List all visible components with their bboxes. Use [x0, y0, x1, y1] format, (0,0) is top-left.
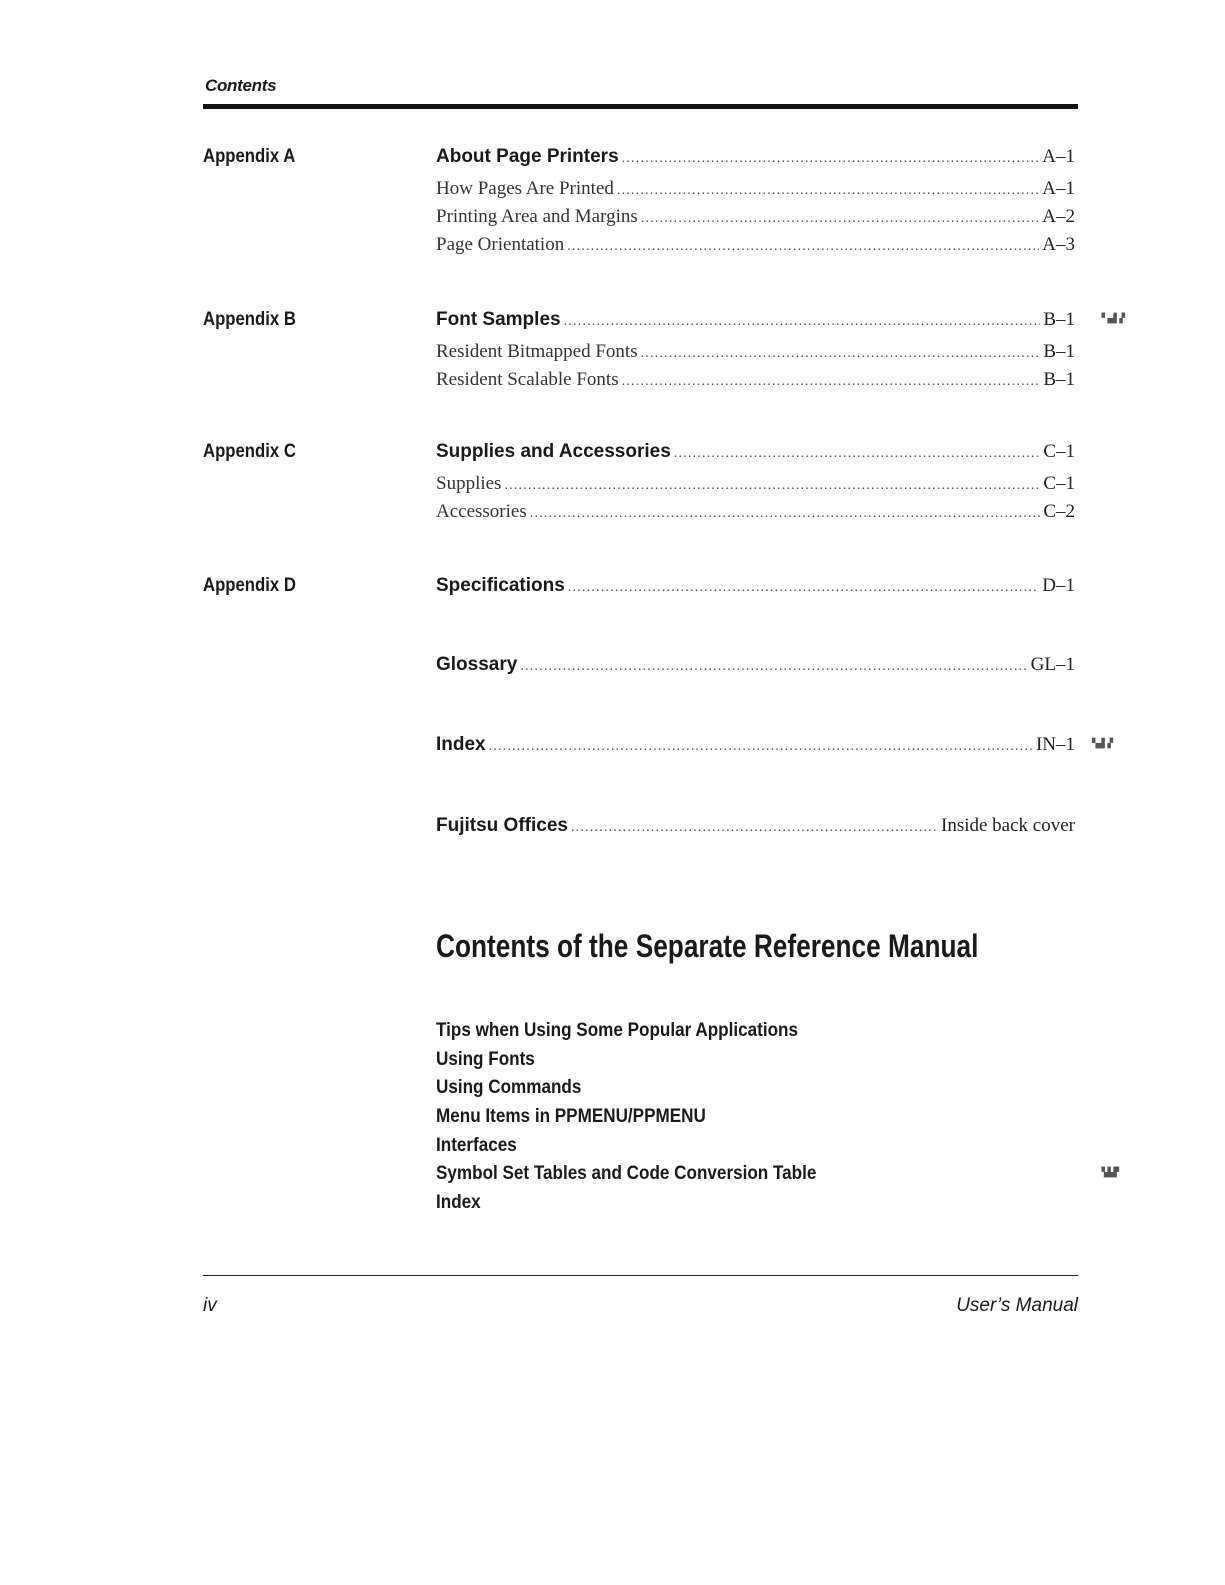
toc-entry-title: Printing Area and Margins — [436, 206, 638, 227]
toc-entry-title: Page Orientation — [436, 234, 565, 255]
dot-leader — [564, 314, 1041, 330]
dot-leader — [567, 239, 1039, 255]
toc-entry-page: B–1 — [1043, 341, 1075, 362]
footer-page-number: iv — [203, 1295, 217, 1316]
toc-entry-page: A–1 — [1042, 146, 1075, 167]
list-item: Using Fonts — [436, 1048, 535, 1070]
header-rule — [203, 104, 1078, 109]
list-item: Interfaces — [436, 1134, 517, 1156]
toc-entry-title: Index — [436, 734, 486, 755]
appendix-c-label: Appendix C — [203, 441, 296, 462]
toc-entry-font-samples[interactable] — [436, 309, 1075, 331]
dot-leader — [674, 446, 1041, 462]
appendix-b-label: Appendix B — [203, 309, 296, 330]
running-header: Contents — [205, 76, 277, 95]
toc-entry-title: Resident Scalable Fonts — [436, 369, 619, 390]
toc-entry-title: Resident Bitmapped Fonts — [436, 341, 638, 362]
toc-entry-index[interactable] — [436, 734, 1075, 756]
separate-manual-list — [436, 1017, 859, 1218]
toc-entry-page: B–1 — [1043, 369, 1075, 390]
toc-entry-resident-bitmapped-fonts[interactable] — [436, 341, 1075, 363]
toc-entry-how-pages-are-printed[interactable] — [436, 178, 1075, 200]
toc-entry-title: Font Samples — [436, 309, 561, 330]
toc-entry-title: How Pages Are Printed — [436, 178, 614, 199]
list-item: Tips when Using Some Popular Applications — [436, 1020, 799, 1041]
toc-entry-title: Supplies and Accessories — [436, 441, 671, 462]
scan-artifact: ▝▗▟▗▘ — [1098, 314, 1128, 324]
toc-entry-resident-scalable-fonts[interactable] — [436, 369, 1075, 391]
toc-entry-glossary[interactable] — [436, 654, 1075, 676]
toc-entry-supplies[interactable] — [436, 473, 1075, 495]
dot-leader — [617, 183, 1039, 199]
toc-entry-page: D–1 — [1042, 575, 1075, 596]
separate-manual-heading: Contents of the Separate Reference Manual — [436, 928, 979, 964]
toc-entry-printing-area[interactable] — [436, 206, 1075, 228]
list-item: Using Commands — [436, 1077, 582, 1099]
footer-rule — [203, 1275, 1078, 1276]
toc-entry-page: C–1 — [1043, 473, 1075, 494]
footer-manual-name: User’s Manual — [956, 1295, 1078, 1316]
toc-entry-page: A–3 — [1042, 234, 1075, 255]
toc-entry-page-orientation[interactable] — [436, 234, 1075, 256]
dot-leader — [520, 659, 1027, 675]
scan-artifact: ▚▟▗▘ — [1092, 739, 1116, 749]
toc-entry-page: GL–1 — [1030, 654, 1075, 675]
toc-entry-title: Fujitsu Offices — [436, 815, 568, 836]
dot-leader — [641, 346, 1041, 362]
toc-entry-page: C–2 — [1043, 501, 1075, 522]
toc-entry-page: Inside back cover — [941, 815, 1075, 836]
dot-leader — [641, 211, 1040, 227]
toc-entry-title: Supplies — [436, 473, 502, 494]
toc-entry-specifications[interactable] — [436, 575, 1075, 597]
toc-entry-page: C–1 — [1043, 441, 1075, 462]
toc-entry-title: Specifications — [436, 575, 565, 596]
toc-entry-page: IN–1 — [1035, 734, 1075, 755]
scan-artifact: ▝▟▟▘ — [1098, 1168, 1122, 1178]
list-item: Index — [436, 1192, 481, 1214]
dot-leader — [530, 506, 1041, 522]
list-item: Symbol Set Tables and Code Conversion Table — [436, 1163, 817, 1185]
dot-leader — [571, 820, 938, 836]
dot-leader — [568, 580, 1039, 596]
dot-leader — [622, 151, 1040, 167]
toc-entry-fujitsu-offices[interactable] — [436, 815, 1075, 837]
toc-entry-about-page-printers[interactable] — [436, 146, 1075, 168]
appendix-d-label: Appendix D — [203, 575, 296, 596]
toc-entry-accessories[interactable] — [436, 501, 1075, 523]
toc-entry-page: A–1 — [1042, 178, 1075, 199]
toc-entry-title: About Page Printers — [436, 146, 619, 167]
list-item: Menu Items in PPMENU/PPMENU — [436, 1106, 706, 1128]
toc-entry-page: B–1 — [1043, 309, 1075, 330]
toc-entry-supplies-and-accessories[interactable] — [436, 441, 1075, 463]
appendix-a-label: Appendix A — [203, 146, 296, 167]
dot-leader — [622, 374, 1041, 390]
dot-leader — [504, 478, 1040, 494]
toc-entry-title: Accessories — [436, 501, 527, 522]
dot-leader — [489, 739, 1033, 755]
toc-entry-title: Glossary — [436, 654, 518, 675]
toc-entry-page: A–2 — [1042, 206, 1075, 227]
